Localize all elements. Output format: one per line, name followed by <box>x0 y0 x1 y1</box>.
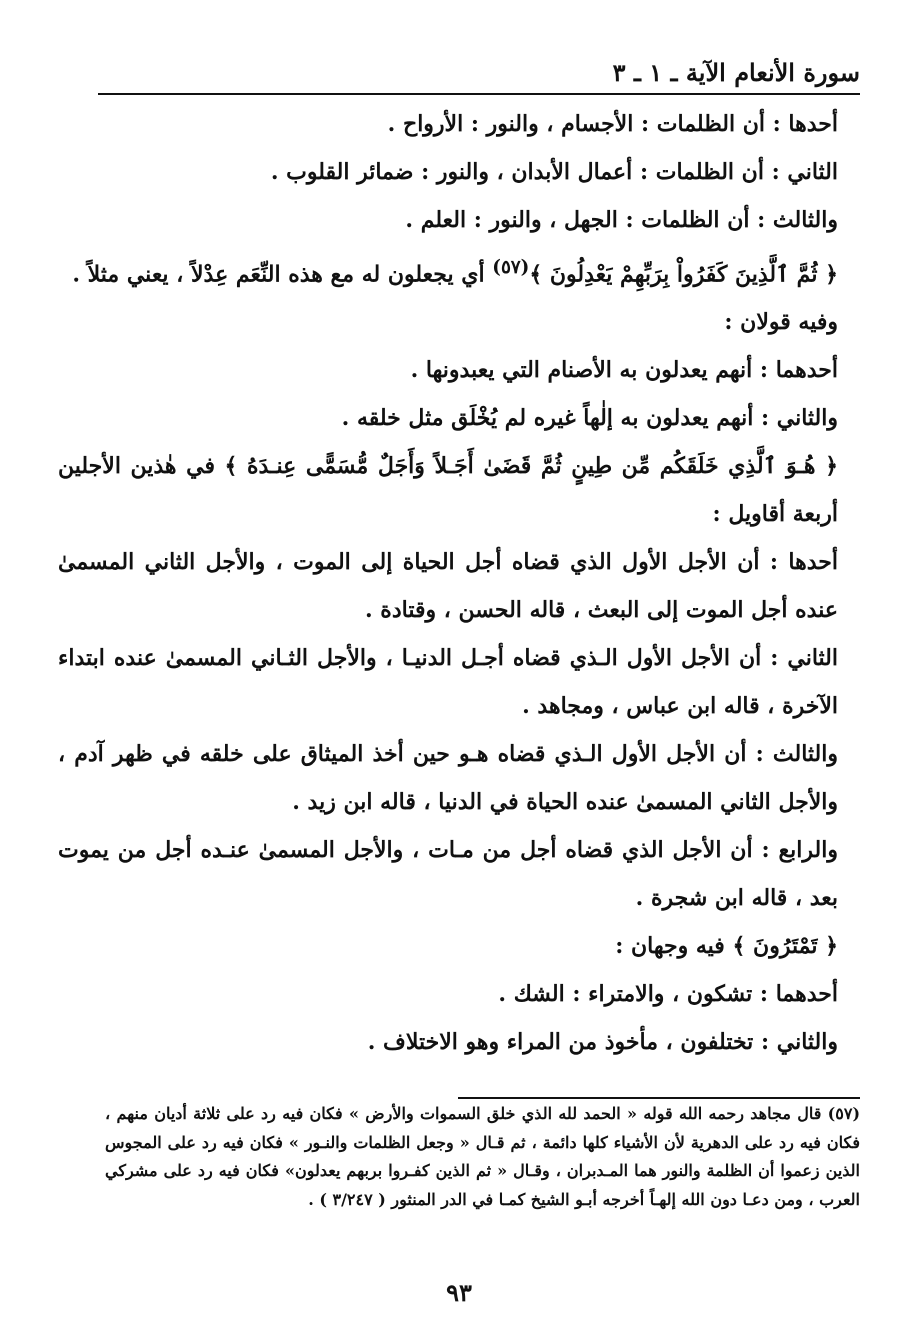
running-header: سورة الأنعام الآية ـ ١ ـ ٣ <box>612 58 860 87</box>
quran-verse: ﴿ ثُمَّ ٱلَّذِينَ كَفَرُواْ بِرَبِّهِمْ يَعْدِلُونَ ﴾ <box>529 261 838 288</box>
paragraph: أحدهما : تشكون ، والامتراء : الشك . <box>498 981 838 1008</box>
paragraph: أحدها : أن الظلمات : الأجسام ، والنور : الأرواح . <box>387 111 838 137</box>
main-text <box>58 100 860 1066</box>
paragraph: أحدها : أن الأجل الأول الذي قضاه أجل الحياة إلى الموت ، والأجل الثاني المسمىٰ عنده أجل الموت إلى البعث ، قاله الحسن ، وقتادة . <box>58 549 838 624</box>
quran-verse: ﴿ هُـوَ ٱلَّذِي خَلَقَكُم مِّن طِينٍ ثُمَّ قَضَىٰ أَجَـلاً وَأَجَلٌ مُّسَمًّى عِنـدَهُ ﴾ <box>224 453 838 480</box>
footnote-marker: (٥٧) <box>492 257 530 278</box>
paragraph: والثاني : أنهم يعدلون به إلٰهاً غيره لم يُخْلَق مثل خلقه . <box>341 405 838 432</box>
paragraph: الثاني : أن الأجل الأول الـذي قضاه أجـل الدنيـا ، والأجل الثـاني المسمىٰ عنده ابتداء الآخرة ، قاله ابن عباس ، ومجاهد . <box>58 645 838 720</box>
paragraph: والثالث : أن الأجل الأول الـذي قضاه هـو حين أخذ الميثاق على خلقه في ظهر آدم ، والأجل الثاني المسمىٰ عنده الحياة في الدنيا ، قاله ابن زيد . <box>58 741 838 816</box>
paragraph-text: أي يجعلون له مع هذه النِّعَم عِدْلاً ، يعني مثلاً . <box>72 261 485 288</box>
paragraph: الثاني : أن الظلمات : أعمال الأبدان ، والنور : ضمائر القلوب . <box>270 159 838 185</box>
header-divider <box>98 93 860 95</box>
footnote: (٥٧) قال مجاهد رحمه الله قوله « الحمد لله الذي خلق السموات والأرض » فكان فيه رد على ثلاثة أديان منهم ، فكان فيه رد على الدهرية لأن الأشياء كلها دائمة ، ثم قـال « وجعل الظلمات والنـور » فكان فيه رد على المجوس الذين زعموا أن الظلمة والنور هما المـدبران ، وقـال « ثم الذين كفـروا بربهم يعدلون» فكان فيه رد على مشركي العرب ، ومن دعـا دون الله إلهـاً أخرجه أبـو الشيخ كمـا في الدر المنثور ( ٣/٢٤٧ ) . <box>105 1104 861 1209</box>
footnote-divider <box>458 1097 860 1099</box>
page-number: ٩٣ <box>446 1278 472 1307</box>
paragraph-text: في هٰذين الأجلين أربعة أقاويل : <box>58 453 838 528</box>
paragraph <box>58 244 860 298</box>
paragraph <box>58 442 860 538</box>
paragraph: أحدهما : أنهم يعدلون به الأصنام التي يعبدونها . <box>410 357 838 384</box>
paragraph <box>58 922 860 970</box>
paragraph: والرابع : أن الأجل الذي قضاه أجل من مـات ، والأجل المسمىٰ عنـده أجل من يموت بعد ، قاله ابن شجرة . <box>58 837 838 912</box>
paragraph-text: فيه وجهان : <box>615 933 725 960</box>
paragraph: والثالث : أن الظلمات : الجهل ، والنور : العلم . <box>405 207 838 233</box>
paragraph: وفيه قولان : <box>724 309 838 336</box>
quran-verse: ﴿ تَمْتَرُونَ ﴾ <box>732 933 838 960</box>
paragraph: والثاني : تختلفون ، مأخوذ من المراء وهو الاختلاف . <box>367 1029 838 1056</box>
footnotes <box>105 1100 860 1214</box>
